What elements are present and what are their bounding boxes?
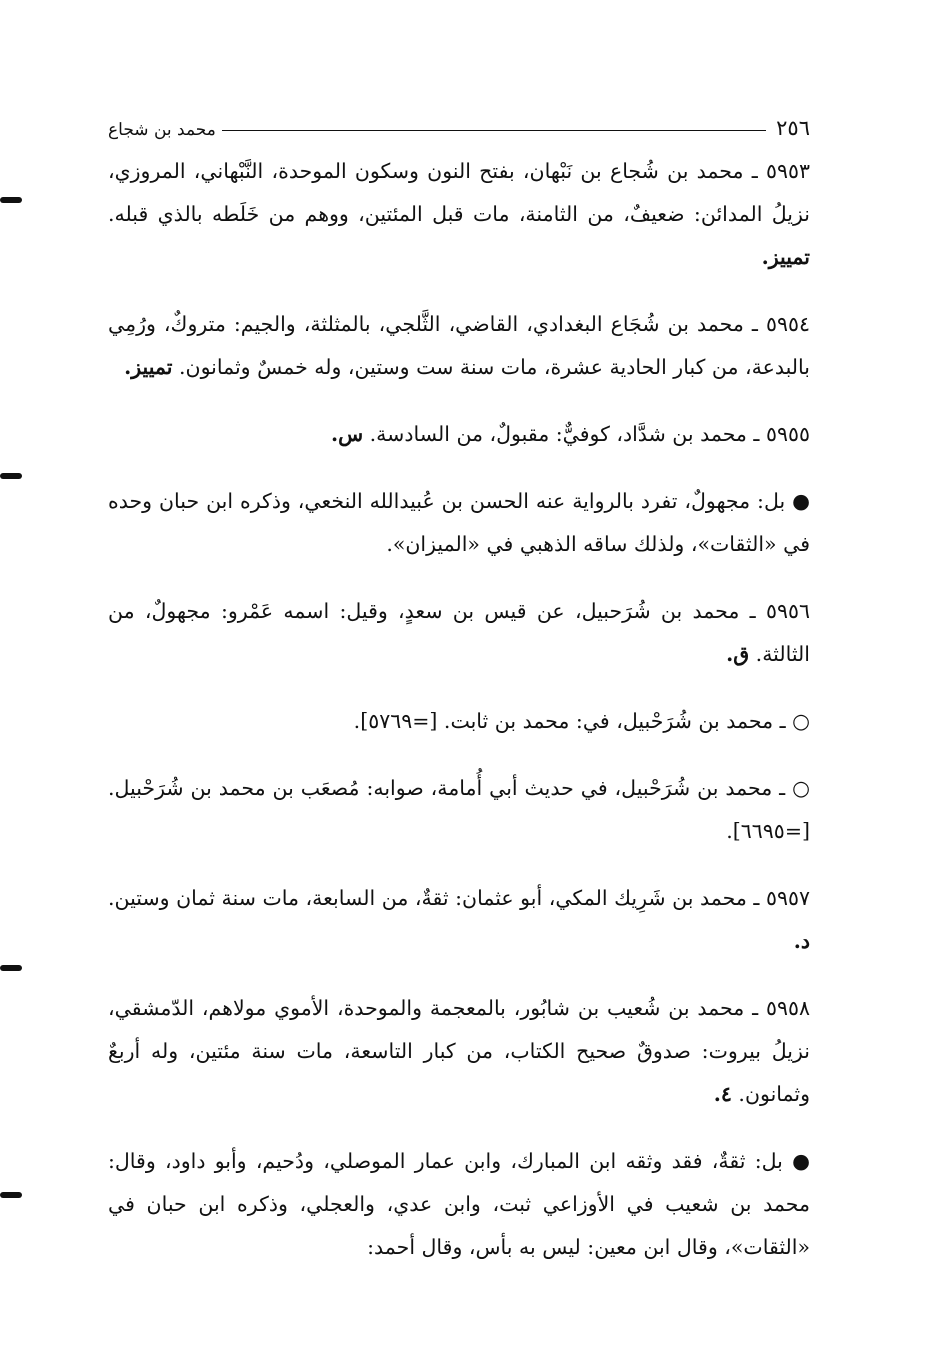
entry-5953: [108, 150, 810, 279]
entry-tag: د.: [793, 929, 810, 953]
entry-tag: ق.: [726, 642, 750, 666]
margin-mark: [0, 197, 22, 203]
entry-5956: [108, 590, 810, 676]
margin-mark: [0, 965, 22, 971]
entry-tag: س.: [330, 422, 364, 446]
header-rule: [222, 130, 766, 131]
crossref-6695: [108, 767, 810, 853]
page-header: [108, 100, 810, 140]
entry-text: ٥٩٥٨ ـ محمد بن شُعيب بن شابُور، بالمعجمة والموحدة، الأموي مولاهم، الدّمشقي، نزيلُ بيروت: صدوقٌ صحيح الكتاب، من كبار التاسعة، مات سنة مئتين، وله أربعٌ وثمانون.: [108, 996, 810, 1106]
entry-5958: [108, 987, 810, 1116]
entry-tag: تمييز.: [124, 355, 173, 379]
crossref-text: ○ ـ محمد بن شُرَحْبيل، في: محمد بن ثابت. [=٥٧٦٩].: [353, 709, 810, 733]
note-5958: [108, 1140, 810, 1269]
margin-mark: [0, 473, 22, 479]
entry-5954: [108, 303, 810, 389]
note-5955: [108, 480, 810, 566]
note-text: ● بل: مجهولٌ، تفرد بالرواية عنه الحسن بن عُبيدالله النخعي، وذكره ابن حبان وحده في «الثقات»، ولذلك ساقه الذهبي في «الميزان».: [108, 489, 810, 556]
crossref-text: ○ ـ محمد بن شُرَحْبيل، في حديث أبي أُمامة، صوابه: مُصعَب بن محمد بن شُرَحْبيل. [=٦٦٩٥].: [108, 776, 810, 843]
entry-5955: [108, 413, 810, 456]
margin-mark: [0, 1192, 22, 1198]
entry-text: ٥٩٥٧ ـ محمد بن شَرِيك المكي، أبو عثمان: ثقةٌ، من السابعة، مات سنة ثمان وستين.: [108, 886, 810, 910]
entry-text: ٥٩٥٦ ـ محمد بن شُرَحبيل، عن قيس بن سعدٍ، وقيل: اسمه عَمْرو: مجهولٌ، من الثالثة.: [108, 599, 810, 666]
entry-text: ٥٩٥٥ ـ محمد بن شدَّاد، كوفيٌّ: مقبولٌ، من السادسة.: [369, 422, 810, 446]
entry-text: ٥٩٥٣ ـ محمد بن شُجاع بن نَبْهان، بفتح النون وسكون الموحدة، النَّبْهاني، المروزي، نزيلُ المدائن: ضعيفٌ، من الثامنة، مات قبل المئتين، ووهم من خَلَطه بالذي قبله.: [108, 159, 810, 226]
entry-text: ٥٩٥٤ ـ محمد بن شُجَاع البغدادي، القاضي، الثَّلجي، بالمثلثة، والجيم: متروكٌ، ورُمِي بالبدعة، من كبار الحادية عشرة، مات سنة ست وستين، وله خمسٌ وثمانون.: [108, 312, 810, 379]
entry-tag: تمييز.: [761, 245, 810, 269]
crossref-5769: [108, 700, 810, 743]
page-number: ٢٥٦: [776, 116, 810, 140]
page-body: [108, 150, 810, 1293]
entry-5957: [108, 877, 810, 963]
entry-tag: ٤.: [713, 1082, 732, 1106]
running-title: محمد بن شجاع: [108, 120, 216, 140]
note-text: ● بل: ثقةٌ، فقد وثقه ابن المبارك، وابن عمار الموصلي، ودُحيم، وأبو داود، وقال: محمد بن شعيب في الأوزاعي ثبت، وابن عدي، والعجلي، وذكره ابن حبان في «الثقات»، وقال ابن معين: ليس به بأس، وقال أحمد:: [108, 1149, 810, 1259]
